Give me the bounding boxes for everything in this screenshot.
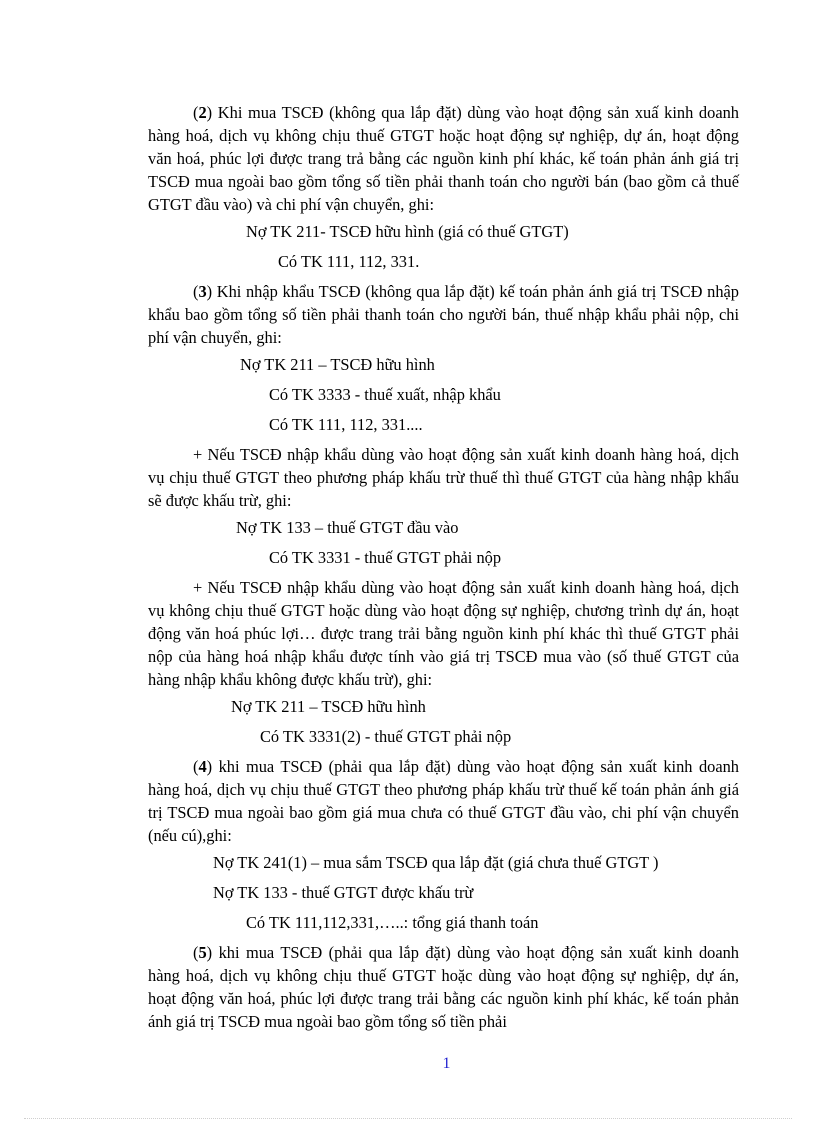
- paragraph-import-nondeductible: + Nếu TSCĐ nhập khẩu dùng vào hoạt động sản xuất kinh doanh hàng hoá, dịch vụ không chịu thuế GTGT hoặc dùng vào hoạt động sự nghiệp, chương trình dự án, hoạt động văn hoá phúc lợi… được trang trải bằng nguồn kinh phí khác thì thuế GTGT phải nộp của hàng hoá nhập khẩu được tính vào giá trị TSCĐ mua vào (số thuế GTGT của hàng nhập khẩu không được khấu trừ), ghi:: [148, 578, 739, 689]
- journal-entry-debit: Nợ TK 211 – TSCĐ hữu hình: [240, 355, 435, 374]
- document-body: [148, 101, 739, 1037]
- paragraph-text: Khi nhập khẩu TSCĐ (không qua lắp đặt) kế toán phản ánh giá trị TSCĐ nhập khẩu bao gồm tổng số tiền phải thanh toán cho người bán, thuế nhập khẩu phải nộp, chi phí vận chuyển, ghi:: [148, 282, 739, 347]
- journal-entry-credit: Có TK 111, 112, 331....: [269, 415, 423, 434]
- journal-entry-credit: Có TK 3331 - thuế GTGT phải nộp: [269, 548, 502, 567]
- journal-entry-debit: Nợ TK 133 - thuế GTGT được khấu trừ: [213, 883, 474, 902]
- item-number: 2: [198, 103, 207, 122]
- journal-entry-credit: Có TK 3331(2) - thuế GTGT phải nộp: [260, 727, 512, 746]
- paragraph-text: khi mua TSCĐ (phải qua lắp đặt) dùng vào hoạt động sản xuất kinh doanh hàng hoá, dịch vụ chịu thuế GTGT theo phương pháp khấu trừ thuế kế toán phản ánh giá trị TSCĐ mua ngoài bao gồm giá mua chưa có thuế GTGT đầu vào, chi phí vận chuyển (nếu cú),ghi:: [148, 757, 739, 845]
- item-number: 4: [198, 757, 207, 776]
- item-number: 5: [198, 943, 207, 962]
- paragraph-text: khi mua TSCĐ (phải qua lắp đặt) dùng vào hoạt động sản xuất kinh doanh hàng hoá, dịch vụ không chịu thuế GTGT hoặc dùng vào hoạt động sự nghiệp, dự án, hoạt động văn hoá, phúc lợi được trang trải bằng các nguồn kinh phí khác, kế toán phản ánh giá trị TSCĐ mua ngoài bao gồm tổng số tiền phải: [148, 943, 739, 1031]
- paragraph-import-deductible: + Nếu TSCĐ nhập khẩu dùng vào hoạt động sản xuất kinh doanh hàng hoá, dịch vụ chịu thuế GTGT theo phương pháp khấu trừ thuế thì thuế GTGT của hàng nhập khẩu sẽ được khấu trừ, ghi:: [148, 445, 739, 510]
- journal-entry-credit: Có TK 111,112,331,…..: tổng giá thanh toán: [246, 913, 539, 932]
- paragraph-2: (2) Khi mua TSCĐ (không qua lắp đặt) dùng vào hoạt động sản xuấ kinh doanh hàng hoá, dịch vụ không chịu thuế GTGT hoặc hoạt động sự nghiệp, dự án, hoạt động văn hoá, phúc lợi được trang trả bằng các nguồn kinh phí khác, kế toán phản ánh giá trị TSCĐ mua ngoài bao gồm tổng số tiền phải thanh toán cho người bán (bao gồm cả thuế GTGT đầu vào) và chi phí vận chuyển, ghi:: [148, 103, 739, 214]
- journal-entry-credit: Có TK 3333 - thuế xuất, nhập khẩu: [269, 385, 501, 404]
- page-bottom-divider: [24, 1118, 792, 1119]
- paragraph-4: (4) khi mua TSCĐ (phải qua lắp đặt) dùng vào hoạt động sản xuất kinh doanh hàng hoá, dịch vụ chịu thuế GTGT theo phương pháp khấu trừ thuế kế toán phản ánh giá trị TSCĐ mua ngoài bao gồm giá mua chưa có thuế GTGT đầu vào, chi phí vận chuyển (nếu cú),ghi:: [148, 757, 739, 845]
- paragraph-3: (3) Khi nhập khẩu TSCĐ (không qua lắp đặt) kế toán phản ánh giá trị TSCĐ nhập khẩu bao gồm tổng số tiền phải thanh toán cho người bán, thuế nhập khẩu phải nộp, chi phí vận chuyển, ghi:: [148, 282, 739, 347]
- page-number: 1: [442, 1055, 451, 1072]
- journal-entry-debit: Nợ TK 211- TSCĐ hữu hình (giá có thuế GTGT): [246, 222, 569, 241]
- journal-entry-debit: Nợ TK 241(1) – mua sắm TSCĐ qua lắp đặt (giá chưa thuế GTGT ): [213, 853, 659, 872]
- journal-entry-credit: Có TK 111, 112, 331.: [278, 252, 420, 271]
- paragraph-5: (5) khi mua TSCĐ (phải qua lắp đặt) dùng vào hoạt động sản xuất kinh doanh hàng hoá, dịch vụ không chịu thuế GTGT hoặc dùng vào hoạt động sự nghiệp, dự án, hoạt động văn hoá, phúc lợi được trang trải bằng các nguồn kinh phí khác, kế toán phản ánh giá trị TSCĐ mua ngoài bao gồm tổng số tiền phải: [148, 943, 739, 1031]
- journal-entry-debit: Nợ TK 133 – thuế GTGT đầu vào: [236, 518, 459, 537]
- item-number: 3: [198, 282, 207, 301]
- journal-entry-debit: Nợ TK 211 – TSCĐ hữu hình: [231, 697, 426, 716]
- paragraph-text: Khi mua TSCĐ (không qua lắp đặt) dùng vào hoạt động sản xuấ kinh doanh hàng hoá, dịch vụ không chịu thuế GTGT hoặc hoạt động sự nghiệp, dự án, hoạt động văn hoá, phúc lợi được trang trả bằng các nguồn kinh phí khác, kế toán phản ánh giá trị TSCĐ mua ngoài bao gồm tổng số tiền phải thanh toán cho người bán (bao gồm cả thuế GTGT đầu vào) và chi phí vận chuyển, ghi:: [148, 103, 739, 214]
